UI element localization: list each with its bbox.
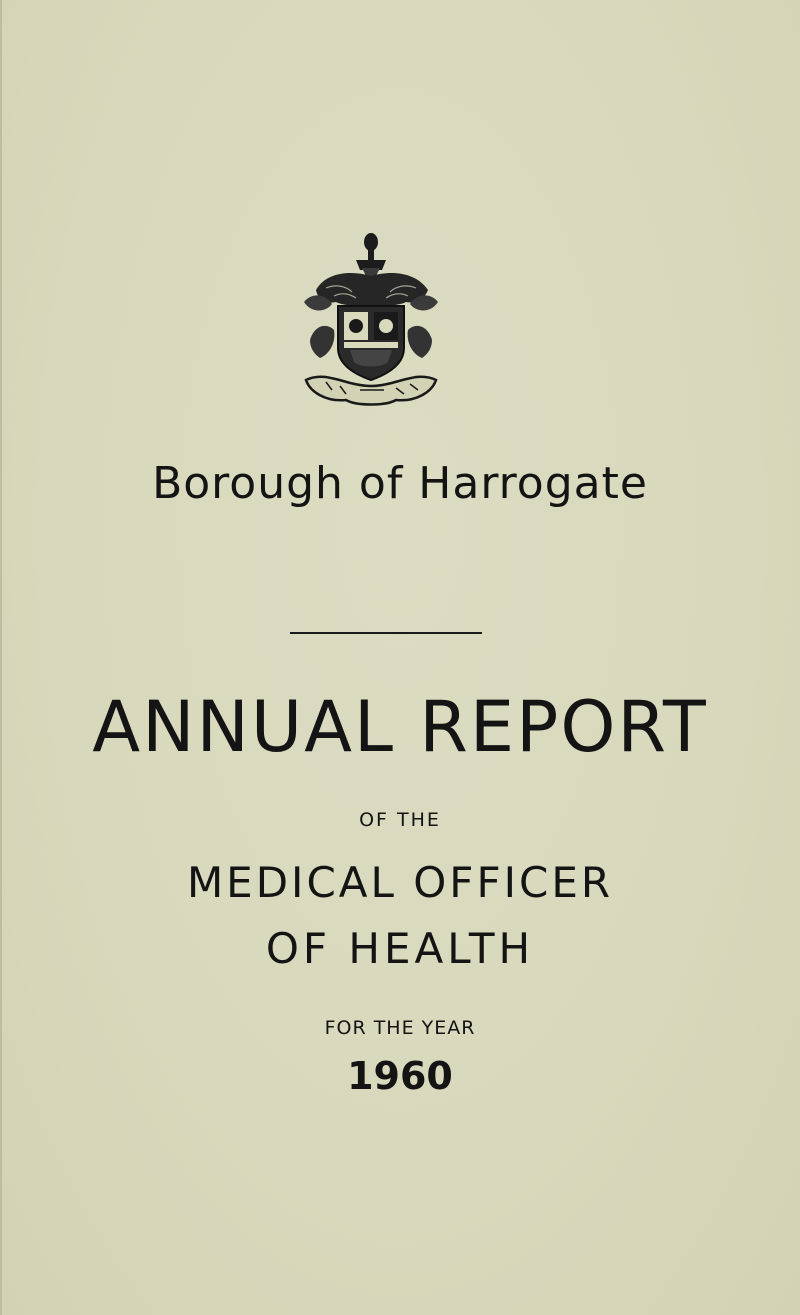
page-edge [0, 0, 2, 1315]
for-the-year-label: FOR THE YEAR [324, 1017, 476, 1039]
borough-name: Borough of Harrogate [152, 458, 648, 509]
subtitle-of-the: OF THE [359, 809, 441, 831]
report-title: ANNUAL REPORT [92, 686, 708, 768]
borough-coat-of-arms-icon [296, 230, 446, 410]
divider-rule [290, 632, 482, 634]
report-year: 1960 [347, 1054, 453, 1098]
office-title-line1: MEDICAL OFFICER [186, 858, 614, 907]
office-title-line2: OF HEALTH [265, 924, 535, 973]
